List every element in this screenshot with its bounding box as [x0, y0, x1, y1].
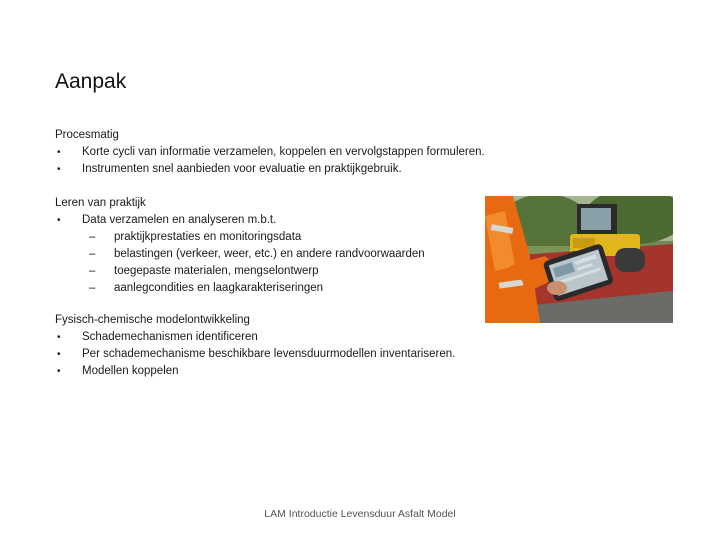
- list-item-text: Data verzamelen en analyseren m.b.t.: [82, 214, 277, 226]
- list-item-text: Instrumenten snel aanbieden voor evaluatie en praktijkgebruik.: [82, 163, 402, 175]
- list-item-text: Per schademechanisme beschikbare levensduurmodellen inventariseren.: [82, 348, 456, 360]
- list-item-text: Schademechanismen identificeren: [82, 331, 258, 343]
- dash: –: [89, 231, 96, 243]
- sub-list-item: [55, 263, 319, 280]
- section-procesmatig: [55, 127, 485, 178]
- bullet: •: [57, 164, 61, 175]
- sub-list-item: [55, 280, 324, 297]
- bullet: •: [57, 349, 61, 360]
- bullet: •: [57, 147, 61, 158]
- bullet: •: [57, 215, 61, 226]
- section-fysisch-chemische-modelontwikkeling: [55, 312, 456, 380]
- sub-list-item: [55, 246, 425, 263]
- list-item: [55, 329, 258, 346]
- slide-title: Aanpak: [55, 70, 127, 93]
- list-item-text: Korte cycli van informatie verzamelen, koppelen en vervolgstappen formuleren.: [82, 146, 485, 158]
- bullet: •: [57, 332, 61, 343]
- list-item: [55, 212, 277, 229]
- dash: –: [89, 248, 96, 260]
- list-item: [55, 161, 402, 178]
- sub-list-item-text: toegepaste materialen, mengselontwerp: [114, 265, 319, 277]
- sub-list-item-text: aanlegcondities en laagkarakteriseringen: [114, 282, 324, 294]
- sub-list-item: [55, 229, 302, 246]
- list-item: [55, 346, 456, 363]
- list-item: [55, 363, 250, 380]
- sub-list-item-text: belastingen (verkeer, weer, etc.) en andere randvoorwaarden: [114, 248, 425, 260]
- dash: –: [89, 282, 96, 294]
- sub-list-item-text: praktijkprestaties en monitoringsdata: [114, 231, 302, 243]
- dash: –: [89, 265, 96, 277]
- section-heading: Procesmatig: [55, 129, 119, 141]
- slide-footer: LAM Introductie Levensduur Asfalt Model: [264, 508, 456, 520]
- list-item-text: Modellen koppelen: [82, 365, 179, 377]
- section-heading: Fysisch-chemische modelontwikkeling: [55, 314, 250, 326]
- list-item: [55, 144, 485, 161]
- photo-worker-tablet-icon: [485, 196, 673, 323]
- section-heading: Leren van praktijk: [55, 197, 146, 209]
- bullet: •: [57, 366, 61, 377]
- section-leren-van-praktijk: [55, 195, 425, 297]
